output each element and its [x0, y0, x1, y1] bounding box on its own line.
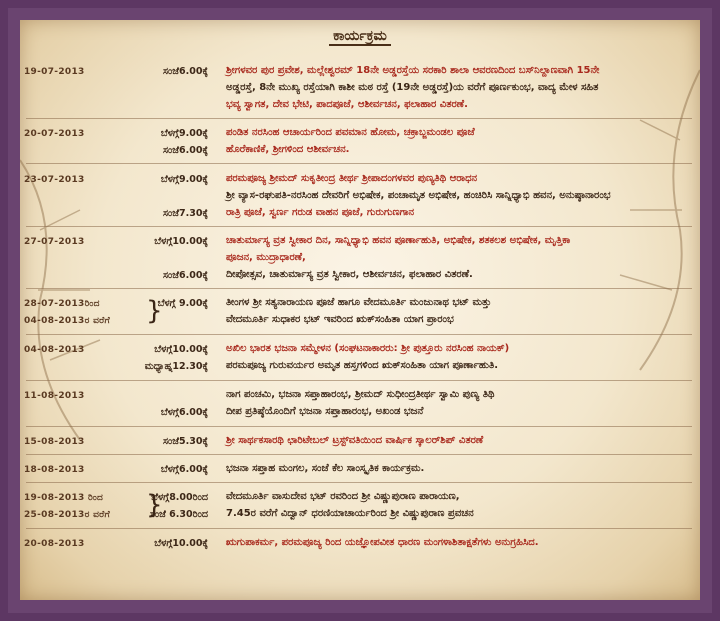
event-date-end: 25-08-2013ರ ವರೆಗೆ	[24, 510, 111, 520]
divider	[26, 380, 692, 381]
event-date: 04-08-2013	[24, 345, 85, 355]
divider	[26, 454, 692, 455]
event-description	[226, 488, 694, 522]
event-date-end: 04-08-2013ರ ವರೆಗೆ	[24, 316, 111, 326]
event-date: 27-07-2013	[24, 237, 85, 247]
event-line: ಹೊರೆಕಾಣಿಕೆ, ಶ್ರೀಗಳಿಂದ ಆಶೀರ್ವಚನ.	[226, 144, 350, 155]
event-time-secondary: ಮಧ್ಯಾಹ್ನ12.30ಕ್ಕೆ	[144, 361, 208, 372]
event-line: ಭಜನಾ ಸಪ್ತಾಹ ಮಂಗಲ, ಸಂಜೆ ಕೆಲ ಸಾಂಸ್ಕೃತಿಕ ಕಾರ್ಯಕ್ರಮ.	[226, 463, 425, 474]
divider	[26, 334, 692, 335]
event-description	[226, 460, 694, 477]
event-date: 20-08-2013	[24, 539, 85, 549]
event-line: ಪರಮಪೂಜ್ಯ ಗುರುವರ್ಯರ ಅಮೃತ ಹಸ್ತಗಳಿಂದ ಋಕ್‌ಸಂಹಿತಾ ಯಾಗ ಪೂರ್ಣಾಹುತಿ.	[226, 360, 499, 371]
event-line: ವೇದಮೂರ್ತಿ ವಾಸುದೇವ ಭಟ್ ರವರಿಂದ ಶ್ರೀ ವಿಷ್ಣುಪುರಾಣ ಪಾರಾಯಣ,	[226, 491, 460, 502]
event-line: ಭವ್ಯ ಸ್ವಾಗತ, ದೇವ ಭೇಟಿ, ಪಾದಪೂಜೆ, ಆಶೀರ್ವಚನ, ಫಲಾಹಾರ ವಿತರಣೆ.	[226, 99, 468, 110]
event-line: ಚಾತುರ್ಮಾಸ್ಯ ವ್ರತ ಸ್ವೀಕಾರ ದಿನ, ಸಾನ್ನಿಧ್ಯಾಭಿ ಹವನ ಪೂರ್ಣಾಹುತಿ, ಅಭಿಷೇಕ, ಶತಕಲಶ ಅಭಿಷೇಕ, ಮೃತ್ತಿಕಾ	[226, 235, 571, 246]
divider	[26, 288, 692, 289]
event-line: ನಾಗ ಪಂಚಮಿ, ಭಜನಾ ಸಪ್ತಾಹಾರಂಭ, ಶ್ರೀಮದ್ ಸುಧೀಂದ್ರತೀರ್ಥ ಸ್ವಾಮಿ ಪುಣ್ಯ ತಿಥಿ	[226, 389, 495, 400]
event-time-secondary: ಸಂಜೆ6.00ಕ್ಕೆ	[162, 270, 208, 281]
divider	[26, 226, 692, 227]
event-line: 7.45ರ ವರೆಗೆ ವಿದ್ವಾನ್ ಧರಣಿಯಾಚಾರ್ಯರಿಂದ ಶ್ರೀ ವಿಷ್ಣುಪುರಾಣ ಪ್ರವಚನ	[226, 508, 474, 519]
event-time: ಬೆಳಗ್ಗೆ10.00ಕ್ಕೆ	[154, 344, 208, 355]
event-line: ಅಖಿಲ ಭಾರತ ಭಜನಾ ಸಮ್ಮೇಳನ (ಸಂಘಟನಾಕಾರರು: ಶ್ರೀ ಪುತ್ತೂರು ನರಸಿಂಹ ನಾಯಕ್)	[226, 343, 510, 354]
event-line: ಶ್ರೀ ವ್ಯಾಸ-ರಘುಪತಿ-ನರಸಿಂಹ ದೇವರಿಗೆ ಅಭಿಷೇಕ, ಪಂಚಾಮೃತ ಅಭಿಷೇಕ, ಹಂಚಿರಿಸಿ ಸಾನ್ನಿಧ್ಯಾಭಿ ಹವನ, ಅನುಷ್ಠಾನಾರಂಭ	[226, 190, 611, 201]
event-line: ದೀಪ ಪ್ರತಿಷ್ಠೆಯೊಂದಿಗೆ ಭಜನಾ ಸಪ್ತಾಹಾರಂಭ, ಅಖಂಡ ಭಜನೆ	[226, 406, 424, 417]
event-description	[226, 294, 694, 328]
divider	[26, 528, 692, 529]
event-time: ಬೆಳಗ್ಗೆ9.00ಕ್ಕೆ	[160, 174, 208, 185]
event-line: ಶ್ರೀ ಸಾರ್ಥಕಸಾರಥಿ ಛಾರಿಟೇಬಲ್ ಟ್ರಸ್ಟ್‌ವತಿಯಿಂದ ವಾರ್ಷಿಕ ಸ್ಕಾಲರ್‌ಶಿಪ್ ವಿತರಣೆ	[226, 435, 484, 446]
event-description	[226, 340, 694, 374]
event-line: ಪರಮಪೂಜ್ಯ ಶ್ರೀಮದ್ ಸುಕೃತೀಂದ್ರ ತೀರ್ಥ ಶ್ರೀಪಾದಂಗಳವರ ಪುಣ್ಯತಿಥಿ ಆರಾಧನ	[226, 173, 478, 184]
divider	[26, 163, 692, 164]
event-time: ಬೆಳಗ್ಗೆ6.00ಕ್ಕೆ	[160, 464, 208, 475]
range-brace: }	[146, 490, 163, 520]
event-time-secondary: ಸಂಜೆ 6.30ರಿಂದ	[149, 509, 208, 520]
event-time: ಬೆಳಗ್ಗೆ10.00ಕ್ಕೆ	[154, 236, 208, 247]
event-line: ಋಗುಪಾಕರ್ಮ, ಪರಮಪೂಜ್ಯ ರಿಂದ ಯಜ್ಞೋಪವೀತ ಧಾರಣ ಮಂಗಳಾಶಿತಾಕ್ಷತೆಗಳು ಅನುಗ್ರಹಿಸಿದ.	[226, 537, 539, 548]
event-description	[226, 386, 694, 420]
event-description	[226, 232, 694, 283]
event-line: ದೀಪೋತ್ಸವ, ಚಾತುರ್ಮಾಸ್ಯ ವ್ರತ ಸ್ವೀಕಾರ, ಆಶೀರ್ವಚನ, ಫಲಾಹಾರ ವಿತರಣೆ.	[226, 269, 473, 280]
event-time: ಬೆಳಗ್ಗೆ6.00ಕ್ಕೆ	[160, 407, 208, 418]
event-line: ವೇದಮೂರ್ತಿ ಸುಧಾಕರ ಭಟ್ ಇವರಿಂದ ಋಕ್‌ಸಂಹಿತಾ ಯಾಗ ಪ್ರಾರಂಭ	[226, 314, 454, 325]
divider	[26, 118, 692, 119]
divider	[26, 426, 692, 427]
event-date: 19-07-2013	[24, 67, 85, 77]
event-time: ಬೆಳಗ್ಗೆ 9.00ಕ್ಕೆ	[157, 298, 208, 309]
event-description	[226, 62, 694, 113]
event-line: ರಾತ್ರಿ ಪೂಜೆ, ಸ್ವರ್ಣ ಗರುಡ ವಾಹನ ಪೂಜೆ, ಗುರುಗುಣಗಾನ	[226, 207, 415, 218]
page-title-text: ಕಾರ್ಯಕ್ರಮ	[329, 28, 391, 46]
event-line: ಪಂಡಿತ ನರಸಿಂಹ ಆಚಾರ್ಯರಿಂದ ಪವಮಾನ ಹೋಮ, ಚಕ್ರಾಬ್ಜಮಂಡಲ ಪೂಜೆ	[226, 127, 475, 138]
event-date: 15-08-2013	[24, 437, 85, 447]
event-description	[226, 170, 694, 221]
event-time: ಬೆಳಗ್ಗೆ9.00ಕ್ಕೆ	[160, 128, 208, 139]
event-time: ಬೆಳಗ್ಗೆ10.00ಕ್ಕೆ	[154, 538, 208, 549]
event-line: ತೀಂಗಳ ಶ್ರೀ ಸತ್ಯನಾರಾಯಣ ಪೂಜೆ ಹಾಗೂ ವೇದಮೂರ್ತಿ ಮಂಜುನಾಥ ಭಟ್ ಮತ್ತು	[226, 297, 492, 308]
event-time-secondary: ಸಂಜೆ6.00ಕ್ಕೆ	[162, 145, 208, 156]
event-date: 11-08-2013	[24, 391, 85, 401]
event-time: ಬೆಳಗ್ಗೆ8.00ರಿಂದ	[151, 492, 208, 503]
event-time: ಸಂಜೆ6.00ಕ್ಕೆ	[162, 66, 208, 77]
page-title	[20, 28, 700, 44]
event-date: 23-07-2013	[24, 175, 85, 185]
event-time-secondary: ಸಂಜೆ7.30ಕ್ಕೆ	[162, 208, 208, 219]
event-description	[226, 124, 694, 158]
range-brace: }	[146, 296, 163, 326]
event-date: 20-07-2013	[24, 129, 85, 139]
event-description	[226, 432, 694, 449]
event-date: 18-08-2013	[24, 465, 85, 475]
event-date: 19-08-2013 ರಿಂದ	[24, 493, 104, 503]
event-line-text: ಅಡ್ಡರಸ್ತೆ, 8ನೇ ಮುಖ್ಯ ರಸ್ತೆಯಾಗಿ ಕಾಶೀ ಮಠ ರಸ್ತೆ (19ನೇ ಅಡ್ಡರಸ್ತೆ)ಯ ವರೆಗೆ ಪೂರ್ಣಕುಂಭ, ವಾದ್ಯ ಮೇಳ ಸಹಿತ	[226, 82, 599, 93]
event-line	[226, 79, 694, 96]
event-line: ಪೂಜನ, ಮುದ್ರಾಧಾರಣೆ,	[226, 252, 306, 263]
event-description	[226, 534, 694, 551]
event-line: ಶ್ರೀಗಳವರ ಪುರ ಪ್ರವೇಶ, ಮಲ್ಲೇಶ್ವರಮ್ 18ನೇ ಅಡ್ಡರಸ್ತೆಯ ಸರಕಾರಿ ಶಾಲಾ ಆವರಣದಿಂದ ಬಸ್‌ನಿಲ್ದಾಣವಾಗಿ 15ನೇ	[226, 65, 600, 76]
divider	[26, 482, 692, 483]
schedule-card	[20, 20, 700, 600]
event-date: 28-07-2013ರಿಂದ	[24, 299, 100, 309]
event-time: ಸಂಜೆ5.30ಕ್ಕೆ	[162, 436, 208, 447]
